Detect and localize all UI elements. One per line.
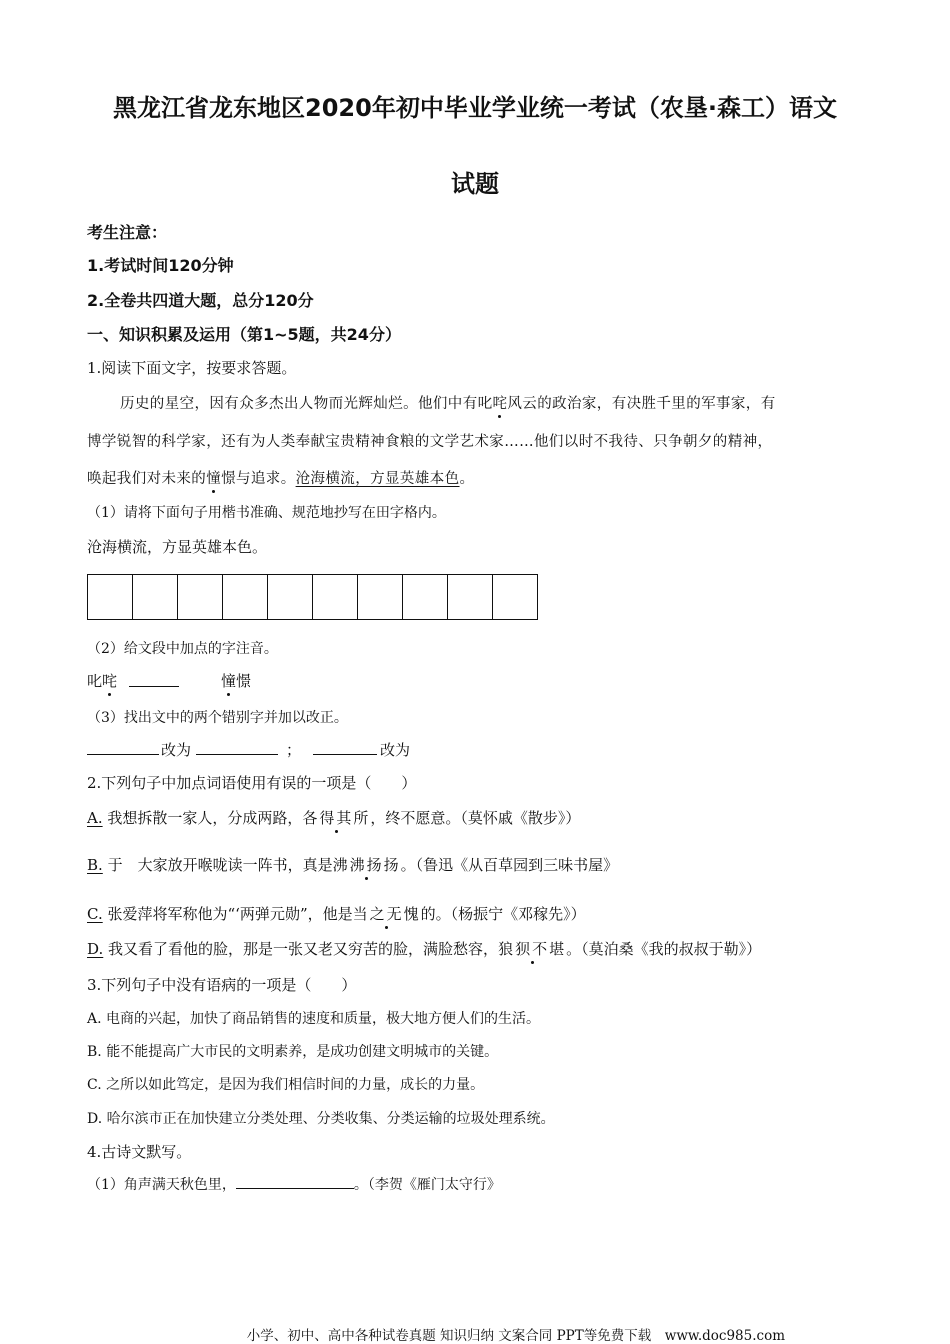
dotted-word: 各得其所 (302, 809, 371, 827)
poem-source: 。（李贺《雁门太守行》 (353, 1177, 501, 1193)
passage-text: 历史的星空，因有众多杰出人物而光辉灿烂。他们中有叱 (120, 396, 493, 412)
option-text: 我又看了看他的脸，那是一张又老又穷苦的脸，满脸愁容， (108, 940, 499, 958)
dotted-char: 咤 (102, 672, 118, 690)
dotted-word: 沸沸扬扬 (332, 856, 401, 874)
q2-option-b (87, 854, 618, 875)
q4-stem: 4.古诗文默写。 (87, 1143, 192, 1161)
option-text: 。（莫泊桑《我的叔叔于勒》） (566, 940, 762, 958)
option-text: 我想拆散一家人，分成两路， (107, 809, 303, 827)
dotted-char: 憧 (206, 467, 221, 488)
q3-option-d: D. 哈尔滨市正在加快建立分类处理、分类收集、分类运输的垃圾处理系统。 (87, 1111, 555, 1127)
dotted-word: 当之无愧 (352, 905, 421, 923)
footer-text: 小学、初中、高中各种试卷真题 知识归纳 文案合同 PPT等免费下载 www.doc985.com (246, 1328, 785, 1344)
passage-text: 唤起我们对未来的 (87, 471, 207, 487)
correction-blank-3[interactable] (313, 740, 377, 755)
grid-cell[interactable] (223, 575, 268, 619)
q2-stem: 2.下列句子中加点词语使用有误的一项是（ ） (87, 774, 417, 792)
q3-option-b: B. 能不能提高广大市民的文明素养，是成功创建文明城市的关键。 (87, 1044, 499, 1060)
q2-option-a (87, 807, 580, 828)
passage-text: 憬与追求。 (221, 471, 296, 487)
option-label: C. (87, 905, 103, 923)
option-label: A. (87, 809, 103, 827)
option-label: D. (87, 940, 104, 958)
grid-cell[interactable] (493, 575, 537, 619)
page-title-line2: 试题 (451, 170, 499, 198)
grid-cell[interactable] (313, 575, 358, 619)
change-label-1: 改为 (161, 741, 192, 759)
dotted-char: 咤 (493, 392, 508, 413)
copy-sentence: 沧海横流，方显英雄本色。 (87, 538, 268, 556)
q3-option-a: A. 电商的兴起，加快了商品销售的速度和质量，极大地方便人们的生活。 (87, 1011, 541, 1027)
section-heading: 一、知识积累及运用（第1~5题，共24分） (87, 325, 401, 344)
tianzi-grid[interactable] (87, 574, 538, 620)
q1-stem: 1.阅读下面文字，按要求答题。 (87, 359, 297, 377)
passage-line-1 (120, 392, 776, 413)
option-text: 的。（杨振宁《邓稼先》） (420, 905, 586, 923)
correction-blank-2[interactable] (196, 740, 278, 755)
char: 叱 (87, 672, 103, 690)
notice-item-time: 1.考试时间120分钟 (87, 256, 234, 275)
passage-line-2: 博学锐智的科学家，还有为人类奉献宝贵精神食粮的文学艺术家……他们以时不我待、只争朝夕的精神， (87, 434, 773, 450)
q2-option-c (87, 903, 586, 924)
grid-cell[interactable] (448, 575, 493, 619)
q2-option-d (87, 938, 761, 959)
notice-heading: 考生注意： (87, 223, 168, 242)
q3-stem: 3.下列句子中没有语病的一项是（ ） (87, 976, 357, 994)
dotted-word: 狼狈不堪 (498, 940, 567, 958)
grid-cell[interactable] (358, 575, 403, 619)
q1-sub3: （3）找出文中的两个错别字并加以改正。 (87, 710, 348, 726)
grid-cell[interactable] (403, 575, 448, 619)
q1-sub2: （2）给文段中加点的字注音。 (87, 641, 278, 657)
option-text: 张爱萍将军称他为“‘两弹元勋”，他是 (107, 905, 353, 923)
semicolon: ； (286, 741, 302, 759)
option-text: 于 大家放开喉咙读一阵书，真是 (107, 856, 333, 874)
grid-cell[interactable] (178, 575, 223, 619)
pinyin-item-2 (221, 670, 251, 691)
option-text: ，终不愿意。（莫怀戚《散步》） (370, 809, 581, 827)
grid-cell[interactable] (133, 575, 178, 619)
poem-line: （1）角声满天秋色里， (87, 1177, 236, 1193)
passage-text: 。 (459, 471, 475, 487)
q1-sub1: （1）请将下面句子用楷书准确、规范地抄写在田字格内。 (87, 505, 446, 521)
correction-blank-1[interactable] (87, 740, 159, 755)
grid-cell[interactable] (88, 575, 133, 619)
pinyin-item-1 (87, 670, 117, 691)
q4-sub1 (87, 1174, 501, 1194)
grid-cell[interactable] (268, 575, 313, 619)
option-label: B. (87, 856, 103, 874)
pinyin-blank-1[interactable] (129, 672, 179, 687)
underlined-sentence: 沧海横流，方显英雄本色 (295, 471, 460, 487)
q3-option-c: C. 之所以如此笃定，是因为我们相信时间的力量，成长的力量。 (87, 1077, 485, 1093)
change-label-2: 改为 (380, 741, 411, 759)
notice-item-score: 2.全卷共四道大题，总分120分 (87, 291, 314, 310)
option-text: 。（鲁迅《从百草园到三味书屋》 (400, 856, 619, 874)
poem-blank[interactable] (236, 1174, 354, 1189)
passage-line-3 (87, 467, 474, 488)
dotted-char: 憧 (221, 672, 237, 690)
passage-text: 风云的政治家，有决胜千里的军事家，有 (507, 396, 776, 412)
char: 憬 (236, 672, 252, 690)
page-title: 黑龙江省龙东地区2020年初中毕业学业统一考试（农垦·森工）语文 (113, 94, 837, 122)
